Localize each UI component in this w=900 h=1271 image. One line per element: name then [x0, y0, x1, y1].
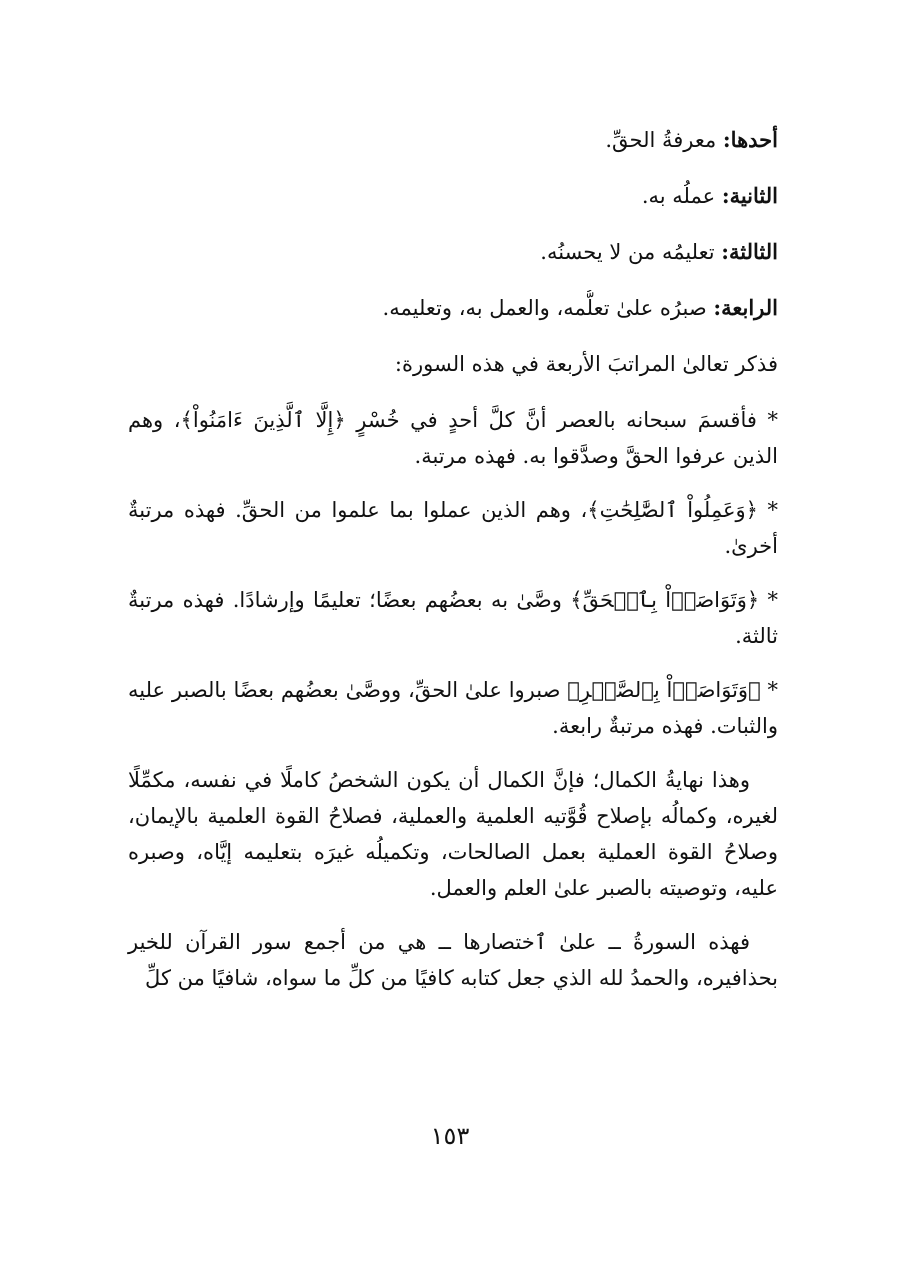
rank-text: عملُه به. [641, 184, 722, 208]
rank-item-3 [128, 234, 778, 270]
rank-text: صبرُه علىٰ تعلُّمه، والعمل به، وتعليمه. [382, 296, 714, 320]
rank-label: الثانية: [721, 183, 778, 208]
paragraph-rank-3: * ﴿وَتَوَاصَوۡاْ بِٱلۡحَقِّ﴾ وصَّىٰ به بعضُهم بعضًا؛ تعليمًا وإرشادًا. فهذه مرتبةٌ ثالثة. [128, 588, 778, 648]
rank-item-2 [128, 178, 778, 214]
paragraph-rank-2: * ﴿وَعَمِلُواْ ٱلصَّٰلِحَٰتِ﴾، وهم الذين عملوا بما علموا من الحقِّ. فهذه مرتبةٌ أخرىٰ. [128, 498, 778, 558]
rank-label: أحدها: [722, 127, 778, 152]
paragraph-rank-1: * فأقسمَ سبحانه بالعصر أنَّ كلَّ أحدٍ في خُسْرٍ ﴿إِلَّا ٱلَّذِينَ ءَامَنُواْ﴾، وهم الذين عرفوا الحقَّ وصدَّقوا به. فهذه مرتبة. [128, 408, 778, 468]
rank-label: الرابعة: [713, 295, 778, 320]
paragraph-surah-summary: فهذه السورةُ ــ علىٰ ٱختصارها ــ هي من أجمع سور القرآن للخير بحذافيره، والحمدُ لله الذي جعل كتابه كافيًا من كلِّ ما سواه، شافيًا من كلِّ [128, 930, 778, 990]
rank-text: معرفةُ الحقِّ. [605, 128, 723, 152]
paragraph-rank-4: * ﴿وَتَوَاصَوۡاْ بِٱلصَّبۡرِ﴾ صبروا علىٰ الحقِّ، ووصَّىٰ بعضُهم بعضًا بالصبر عليه والثبات. فهذه مرتبةٌ رابعة. [128, 678, 778, 738]
page-body [128, 122, 778, 1014]
rank-text: تعليمُه من لا يحسنُه. [540, 240, 722, 264]
intro-line: فذكر تعالىٰ المراتبَ الأربعة في هذه السورة: [394, 352, 778, 376]
rank-label: الثالثة: [721, 239, 778, 264]
rank-item-1 [128, 122, 778, 158]
paragraph-perfection: وهذا نهايةُ الكمال؛ فإنَّ الكمال أن يكون الشخصُ كاملًا في نفسه، مكمِّلًا لغيره، وكمالُه بإصلاح قُوَّتيه العلمية والعملية، فصلاحُ القوة العلمية بالإيمان، وصلاحُ القوة العملية بعمل الصالحات، وتكميلُه غيرَه بتعليمه إيَّاه، وصبره عليه، وتوصيته بالصبر علىٰ العلم والعمل. [128, 768, 778, 900]
rank-item-4 [128, 290, 778, 326]
page-number: ١٥٣ [430, 1122, 470, 1150]
